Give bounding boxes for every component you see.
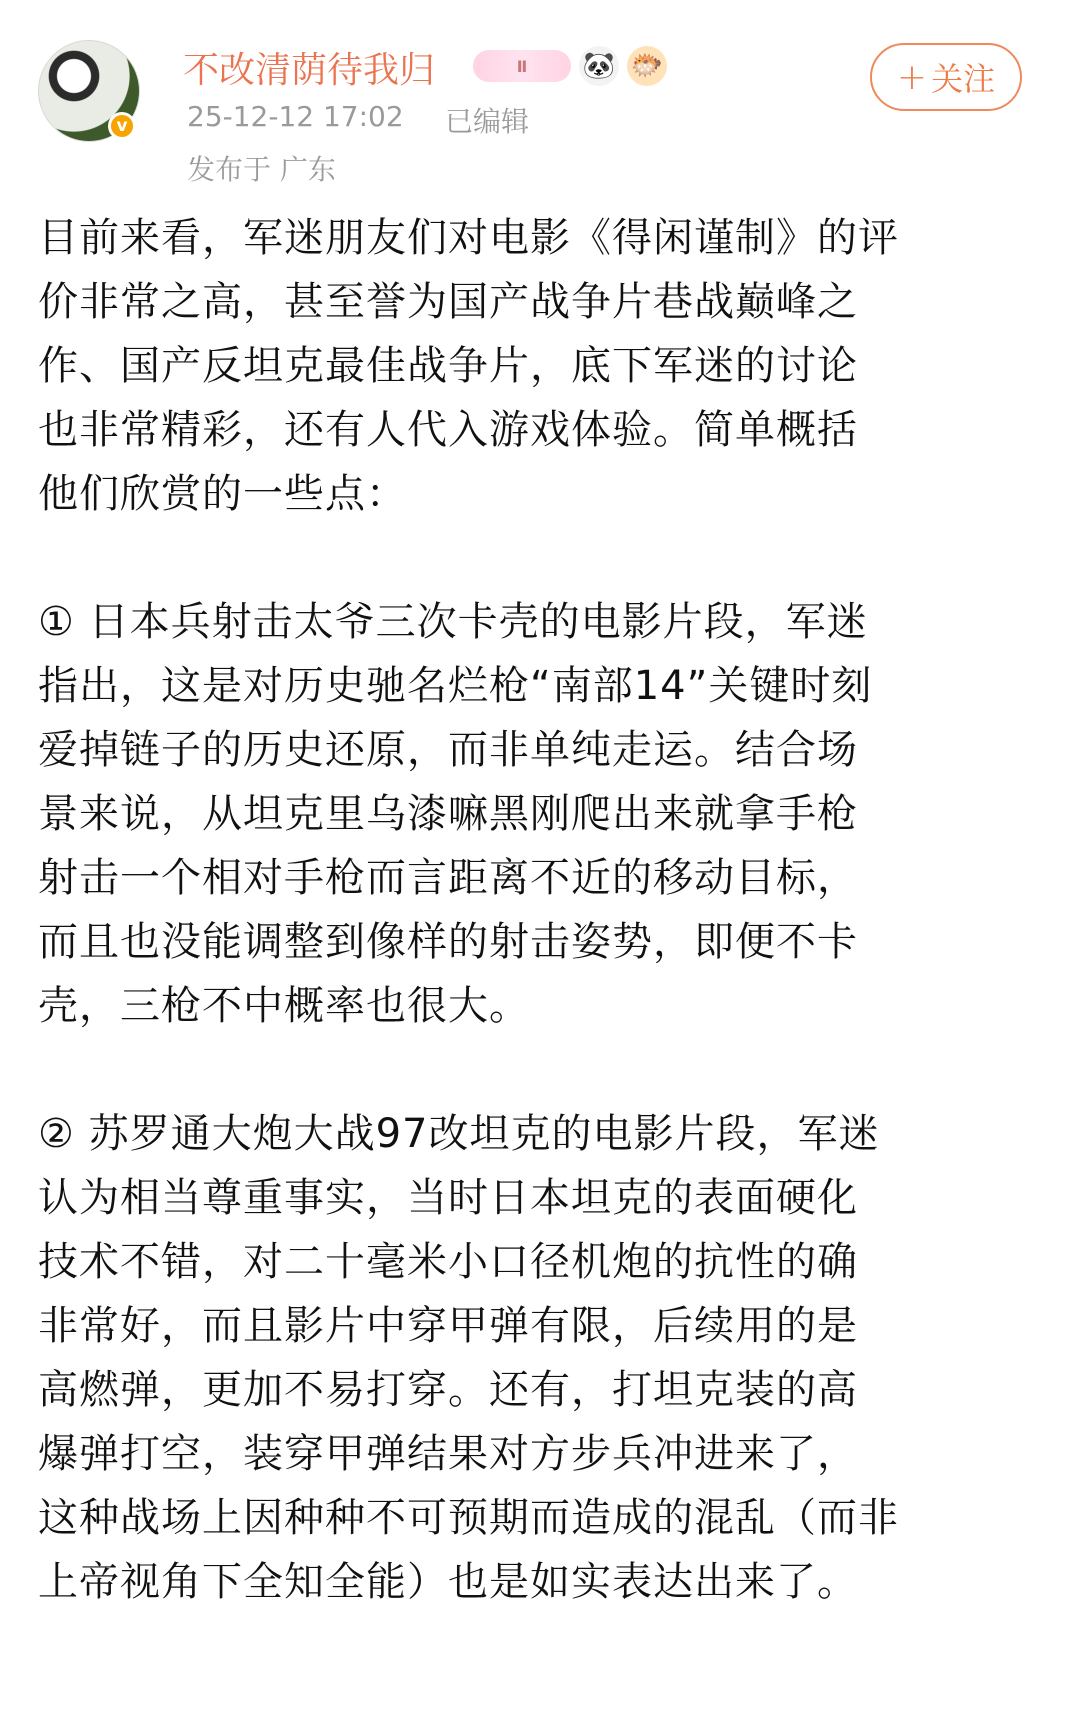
content-line: 上帝视角下全知全能）也是如实表达出来了。 bbox=[38, 1559, 858, 1605]
username[interactable]: 不改清荫待我归 bbox=[183, 50, 436, 91]
edited-label[interactable]: 已编辑 bbox=[445, 105, 530, 138]
content-line: 认为相当尊重事实，当时日本坦克的表面硬化 bbox=[38, 1175, 858, 1221]
follow-button[interactable] bbox=[870, 43, 1022, 111]
avatar[interactable] bbox=[38, 40, 140, 142]
content-line: 技术不错，对二十毫米小口径机炮的抗性的确 bbox=[38, 1239, 858, 1285]
post-timestamp: 25-12-12 17:02 bbox=[187, 100, 404, 133]
content-line: 而且也没能调整到像样的射击姿势，即便不卡 bbox=[38, 919, 858, 965]
paragraph-gap bbox=[38, 526, 1038, 590]
content-line: 也非常精彩，还有人代入游戏体验。简单概括 bbox=[38, 407, 858, 453]
content-line: 射击一个相对手枪而言距离不近的移动目标， bbox=[38, 855, 858, 901]
content-line: ② 苏罗通大炮大战97改坦克的电影片段，军迷 bbox=[38, 1111, 880, 1157]
name-badges bbox=[473, 46, 667, 86]
pufferfish-icon[interactable]: 🐡 bbox=[627, 46, 667, 86]
post-content bbox=[38, 206, 1038, 1614]
content-line: 景来说，从坦克里乌漆嘛黑刚爬出来就拿手枪 bbox=[38, 791, 858, 837]
content-line: 壳，三枪不中概率也很大。 bbox=[38, 983, 530, 1029]
content-line: 指出，这是对历史驰名烂枪“南部14”关键时刻 bbox=[38, 663, 873, 709]
level-badge-icon[interactable]: Ⅱ bbox=[473, 50, 571, 82]
content-line: 价非常之高，甚至誉为国产战争片巷战巅峰之 bbox=[38, 279, 858, 325]
panda-icon[interactable]: 🐼 bbox=[579, 46, 619, 86]
content-line: 这种战场上因种种不可预期而造成的混乱（而非 bbox=[38, 1495, 899, 1541]
content-line: 作、国产反坦克最佳战争片，底下军迷的讨论 bbox=[38, 343, 858, 389]
follow-button-label: 关注 bbox=[931, 60, 996, 98]
content-line: 他们欣赏的一些点： bbox=[38, 471, 407, 517]
verified-v-icon: v bbox=[108, 112, 136, 140]
plus-icon: + bbox=[896, 56, 928, 98]
content-line: 高燃弹，更加不易打穿。还有，打坦克装的高 bbox=[38, 1367, 858, 1413]
content-line: ① 日本兵射击太爷三次卡壳的电影片段，军迷 bbox=[38, 599, 868, 645]
post-location: 发布于 广东 bbox=[187, 153, 336, 186]
content-line: 非常好，而且影片中穿甲弹有限，后续用的是 bbox=[38, 1303, 858, 1349]
content-line: 爆弹打空，装穿甲弹结果对方步兵冲进来了， bbox=[38, 1431, 858, 1477]
content-line: 爱掉链子的历史还原，而非单纯走运。结合场 bbox=[38, 727, 858, 773]
paragraph-gap bbox=[38, 1038, 1038, 1102]
content-line: 目前来看，军迷朋友们对电影《得闲谨制》的评 bbox=[38, 215, 899, 261]
